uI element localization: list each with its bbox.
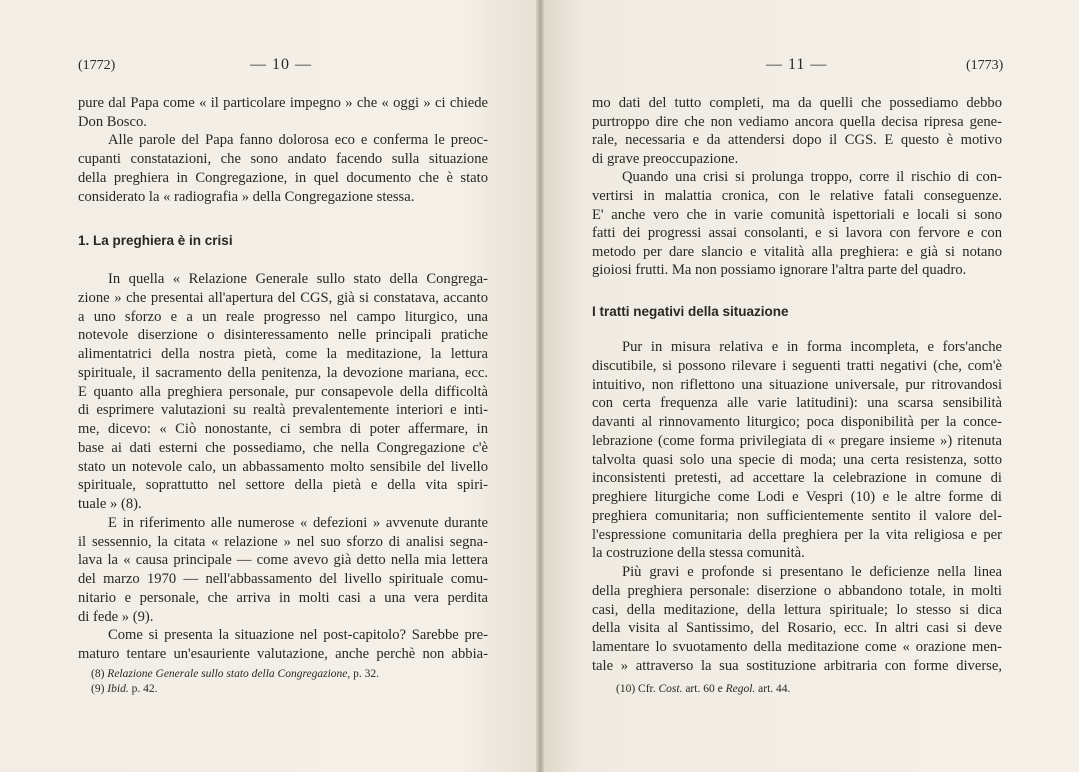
left-body-line: di esprimere valutazioni su realtà prevalentemente interiori e inti- [78, 402, 488, 419]
right-page-number: — 11 — [766, 56, 828, 73]
right-intro-line: mo dati del tutto completi, ma da quelli che possediamo debbo [592, 95, 1002, 111]
left-body-line: lava la « causa principale — come avevo già detto nella mia lettera [78, 552, 488, 569]
right-body-line: della preghiera personale: diserzione o abbandono totale, in molti [592, 582, 1002, 599]
left-body-line: notevole diserzione o disinteressamento nelle principali pratiche [78, 327, 488, 344]
left-intro-line: considerato la « radiografia » della Congregazione stessa. [78, 188, 415, 205]
right-body-line: preghiera comunitaria; non sufficientemente sentito il valore del- [592, 507, 1002, 524]
right-body-line: lebrazione (come forma privilegiata di « pregare insieme ») ritenuta [592, 432, 1002, 449]
left-body-line: E in riferimento alle numerose « defezioni » avvenute durante [108, 514, 488, 531]
right-intro-line: metodo per dare slancio e vitalità alla preghiera: e già si notano [592, 243, 1002, 260]
right-intro-line: gioiosi frutti. Ma non possiamo ignorare l'altra parte del quadro. [592, 262, 967, 279]
right-body-line: inconsistenti pretesti, ad accettare la celebrazione in comune di [592, 470, 1002, 487]
left-body-line: maturo tentare un'esauriente valutazione, anche perchè non abbia- [78, 646, 488, 662]
right-body-line: la costruzione della stessa comunità. [592, 545, 805, 562]
footnote-10: (10) Cfr. Cost. art. 60 e Regol. art. 44. [616, 683, 791, 695]
footnote-9: (9) Ibid. p. 42. [91, 683, 158, 695]
left-body-line: E quanto alla preghiera personale, pur consapevole della difficoltà [78, 383, 488, 400]
left-body-line: il sessennio, la citata « relazione » nel suo sforzo di analisi segna- [78, 533, 488, 550]
right-body-line: talvolta quasi solo una specie di moda; una certa resistenza, sotto [592, 451, 1002, 468]
right-body-line: con certa frequenza alle varie latitudini): una scarsa sensibilità [592, 395, 1002, 412]
left-body-line: me, dicevo: « Ciò nonostante, ci sembra di poter affermare, in [78, 421, 488, 437]
left-body-line: a uno sforzo e a un reale progresso nel campo liturgico, una [78, 308, 488, 325]
right-page [540, 0, 1079, 772]
right-body-line: l'espressione comunitaria della preghiera per la vita religiosa e per [592, 526, 1002, 543]
left-running-number: (1772) [78, 58, 116, 73]
left-intro-line: cupanti constatazioni, che sono andato facendo sulla situazione [78, 151, 488, 168]
left-intro-line: pure dal Papa come « il particolare impegno » che « oggi » ci chiede [78, 95, 488, 111]
left-body-line: zione » che presentai all'apertura del CGS, già si constatava, accanto [78, 289, 488, 306]
right-body-line: Pur in misura relativa e in forma incompleta, e fors'anche [622, 339, 1002, 355]
right-body-line: lamentare lo svuotamento della meditazione come « orazione men- [592, 639, 1002, 655]
section-heading-crisi: 1. La preghiera è in crisi [78, 233, 233, 248]
left-intro-line: Alle parole del Papa fanno dolorosa eco e conferma le preoc- [108, 132, 488, 149]
left-body-line: nitario e personale, che arriva in molti casi a una vera perdita [78, 589, 488, 606]
left-body-line: tuale » (8). [78, 496, 142, 512]
right-body-line: della visita al Santissimo, del Rosario, ecc. In altri casi si deve [592, 620, 1002, 637]
right-intro-line: rale, necessaria e da attendersi dopo il CGS. E questo è motivo [592, 132, 1002, 149]
left-intro-line: della preghiera in Congregazione, in quel documento che è stato [78, 169, 488, 186]
left-body-line: In quella « Relazione Generale sullo stato della Congrega- [108, 271, 488, 287]
right-body-line: Più gravi e profonde si presentano le deficienze nella linea [622, 564, 1002, 580]
left-body-line: base ai dati esterni che possediamo, che nella Congregazione c'è [78, 439, 488, 456]
book-gutter [536, 0, 544, 772]
left-body-line: spirituale, il sacramento della penitenza, la devozione mariana, ecc. [78, 364, 488, 381]
left-body-line: spirituale, soprattutto nel settore della pietà e della vita spiri- [78, 477, 488, 494]
section-heading-tratti-negativi: I tratti negativi della situazione [592, 304, 789, 319]
right-intro-line: fatti dei progressi assai consolanti, e si lavora con fervore e con [592, 225, 1002, 242]
right-intro-line: di grave preoccupazione. [592, 150, 739, 167]
right-intro-line: Quando una crisi si prolunga troppo, corre il rischio di con- [622, 169, 1002, 186]
left-page-number: — 10 — [250, 56, 312, 73]
left-body-line: alimentatrici della nostra pietà, come la meditazione, la lettura [78, 346, 488, 362]
right-intro-line: E' anche vero che in varie comunità ispettoriali e locali si sono [592, 206, 1002, 223]
left-body-line: di fede » (9). [78, 608, 154, 625]
right-body-line: casi, della meditazione, della lettura spirituale; lo stesso si dica [592, 601, 1002, 618]
right-intro-line: purtroppo dire che non vediamo ancora quella decisa ripresa gene- [592, 113, 1002, 130]
left-body-line: stato un notevole calo, un abbassamento molto sensibile del livello [78, 458, 488, 475]
left-body-line: Come si presenta la situazione nel post-capitolo? Sarebbe pre- [108, 627, 488, 644]
footnote-8: (8) Relazione Generale sullo stato della Congregazione, p. 32. [91, 668, 380, 680]
right-body-line: davanti al rinnovamento liturgico; poca disponibilità per la conce- [592, 414, 1002, 430]
right-running-number: (1773) [966, 58, 1004, 73]
left-intro-line: Don Bosco. [78, 113, 147, 130]
right-intro-line: vertirsi in malattia cronica, con le relative fatali conseguenze. [592, 188, 1002, 204]
right-body-line: tale » attraverso la sua sostituzione arbitraria con forme diverse, [592, 657, 1002, 674]
right-body-line: discutibile, si possono rilevare i seguenti tratti negativi (che, com'è [592, 357, 1002, 374]
right-body-line: preghiere liturgiche come Lodi e Vespri (10) e le altre forme di [592, 489, 1002, 505]
left-body-line: del marzo 1970 — nell'abbassamento del livello spirituale comu- [78, 571, 488, 587]
right-body-line: intuitivo, non riflettono una situazione universale, pur ritrovandosi [592, 376, 1002, 393]
